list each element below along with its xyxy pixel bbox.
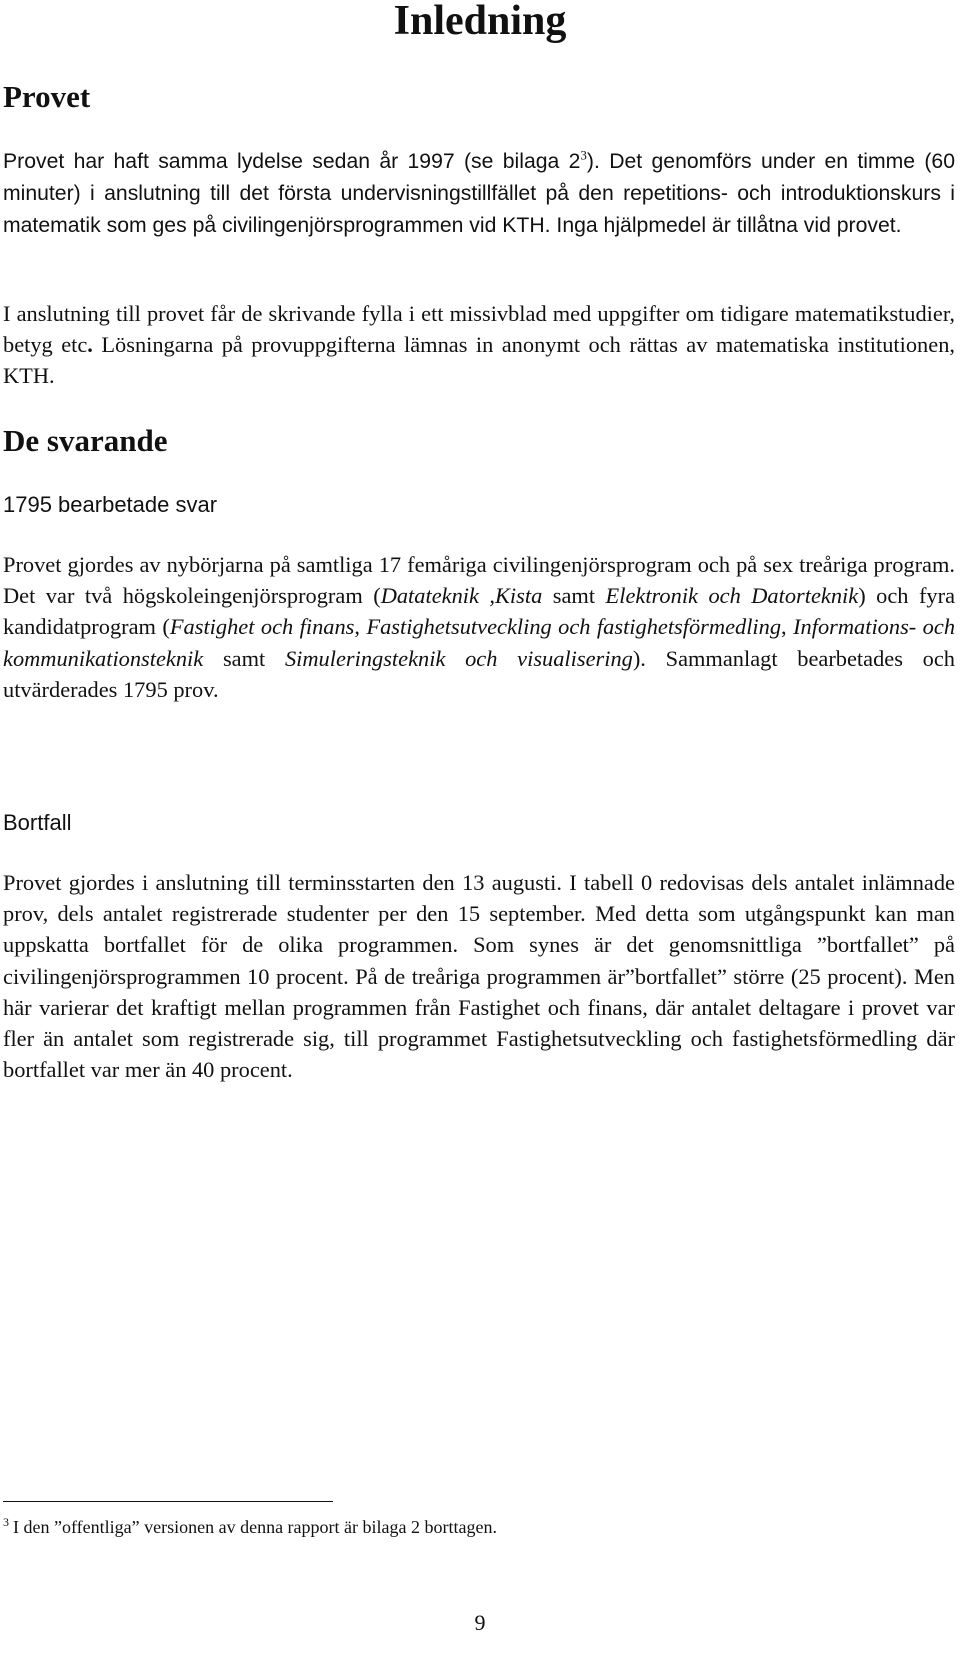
paragraph-de-svarande-text-f: samt [203, 645, 285, 671]
footnote-divider [3, 1501, 333, 1502]
paragraph-provet-1-text-b: ). Det genomförs under en timme (60 minuter) i anslutning till det första undervisningstillfället på den repetitions- och introduktionskurs i matematik som ges på civilingenjörsprogrammen vid KTH. Inga hjälpmedel är tillåtna vid provet. [3, 150, 955, 238]
paragraph-provet-2-text-c: Lösningarna på provuppgifterna lämnas in anonymt och rättas av matematiska institutionen, KTH. [3, 332, 955, 389]
paragraph-provet-1 [3, 145, 955, 242]
program-name-fastighet-finans: Fastighet och finans [169, 614, 355, 640]
paragraph-de-svarande [3, 549, 955, 705]
paragraph-provet-2 [3, 298, 955, 392]
paragraph-bortfall: Provet gjordes i anslutning till terminsstarten den 13 augusti. I tabell 0 redovisas dels antalet inlämnade prov, dels antalet registrerade studenter per den 15 september. Med detta som utgångspunkt kan man uppskatta bortfallet för de olika programmen. Som synes är det genomsnittliga ”bortfallet” på civilingenjörsprogrammen 10 procent. På de treåriga programmen är”bortfallet” större (25 procent). Men här varierar det kraftigt mellan programmen från Fastighet och finans, där antalet deltagare i provet var fler än antalet som registrerade sig, till programmet Fastighetsutveckling och fastighetsförmedling där bortfallet var mer än 40 procent. [3, 870, 955, 1083]
paragraph-de-svarande-text-a: Provet gjordes av nybörjarna på samtliga 17 femåriga civilingenjörsprogram och på sex treåriga program. Det var två högskoleingenjörsprogram ( [3, 552, 955, 609]
program-name-informations-kommunikationsteknik: Informations- och kommunikationsteknik [3, 614, 956, 671]
program-name-simuleringsteknik: Simuleringsteknik och visualisering [284, 645, 633, 671]
program-name-fastighetsutveckling: Fastighetsutveckling och fastighetsförmedling [366, 614, 782, 640]
footnote-mark: 3 [3, 1515, 9, 1529]
paragraph-provet-2-text-a: I anslutning till provet får de skrivande fylla i ett missivblad med uppgifter om tidigare matematikstudier, betyg etc [3, 301, 955, 358]
paragraph-de-svarande-text-d: , [354, 614, 367, 640]
footnote [3, 1516, 497, 1539]
paragraph-provet-1-text-a: Provet har haft samma lydelse sedan år 1997 (se bilaga 2 [3, 150, 581, 173]
program-name-elektronik: Elektronik och Datorteknik [605, 583, 859, 609]
paragraph-de-svarande-text-b: samt [542, 583, 606, 609]
footnote-reference: 3 [580, 147, 587, 163]
subheading-bearbetade-svar: 1795 bearbetade svar [3, 492, 218, 517]
footnote-text: I den ”offentliga” versionen av denna rapport är bilaga 2 borttagen. [13, 1517, 497, 1537]
paragraph-de-svarande-text-c: ) och fyra kandidatprogram ( [3, 583, 956, 640]
subheading-bortfall: Bortfall [3, 810, 72, 835]
paragraph-de-svarande-text-e: , [781, 614, 794, 640]
section-heading-de-svarande: De svarande [3, 423, 168, 458]
program-name-datateknik-kista: Datateknik ,Kista [380, 583, 543, 609]
section-heading-provet: Provet [3, 79, 91, 114]
page-number: 9 [474, 1610, 486, 1635]
chapter-title: Inledning [393, 0, 567, 44]
paragraph-de-svarande-text-g: ). Sammanlagt bearbetades och utvärderades 1795 prov. [3, 645, 955, 702]
paragraph-provet-2-bold-period: . [87, 332, 93, 358]
